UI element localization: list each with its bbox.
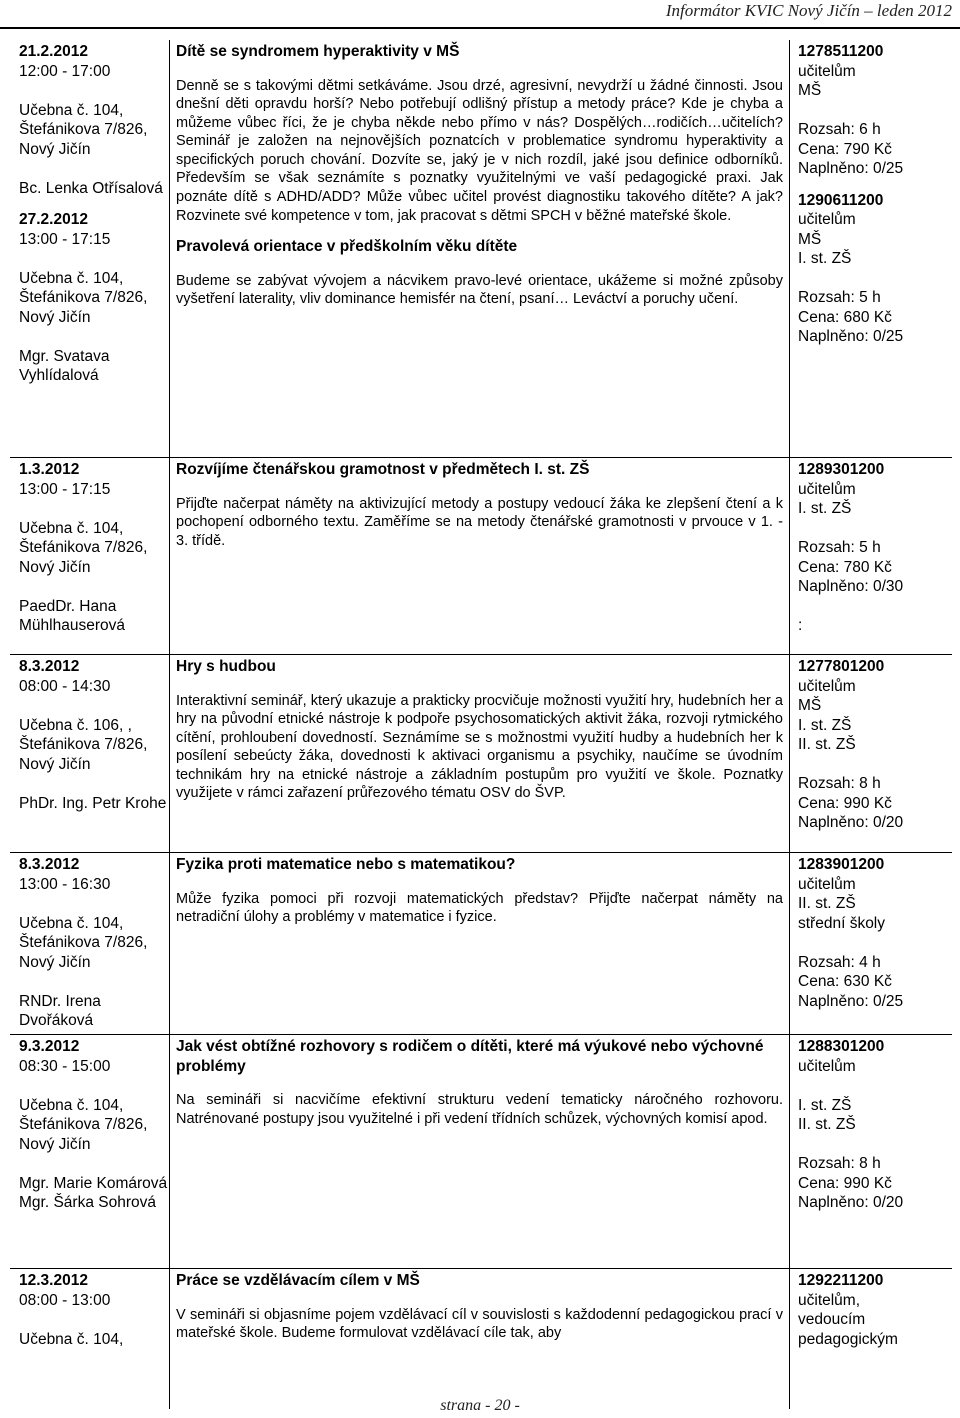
course-description: Interaktivní seminář, který ukazuje a prakticky procvičuje možnosti využití hry, hudebních her a hry na původní etnické nástroje k podpoře psychosomatických aktivit žáka, rozvoji rytmického cítění, prohloubení dovedností. Seznámíme se s možnostmi využití hudby a hudebních her k posílení sebeúcty žáka, dovednosti k aktivaci organismu a psychiky, naučíme se úvodním technikám hry na etnické nástroje a základním postupům pro využití ve škole. Poznatky využijete v rámci zařazení průřezového tématu OSV do ŠVP. [176,692,783,802]
course-price: Cena: 990 Kč [798,794,892,812]
course-target: učitelům MŠ [798,62,856,99]
course-code: 1290611200 [798,191,884,209]
info-cell [790,655,952,852]
course-scope: Rozsah: 5 h [798,289,881,306]
schedule-cell [10,458,170,654]
course-code: 1277801200 [798,658,885,675]
course-time: 13:00 - 17:15 [19,480,111,498]
course-time: 12:00 - 17:00 [19,62,111,80]
course-row [10,655,952,853]
course-room: Učebna č. 104, [19,1330,124,1348]
course-title: Práce se vzdělávacím cílem v MŠ [176,1272,420,1289]
course-time: 08:00 - 14:30 [19,677,111,695]
course-street: Štefánikova 7/826, [19,539,148,556]
course-room: Učebna č. 104, [19,1096,124,1114]
course-description: V semináři si objasníme pojem vzdělávací cíl v souvislosti s každodenní pedagogickou prací v mateřské škole. Budeme formulovat vzdělávací cíle tak, aby [176,1306,783,1342]
course-room: Učebna č. 106, , [19,716,132,734]
schedule-cell [10,1035,170,1268]
course-row [10,1035,952,1269]
course-title: Jak vést obtížné rozhovory s rodičem o dítěti, které má výukové nebo výchovné problémy [176,1038,764,1075]
course-time: 08:30 - 15:00 [19,1057,111,1075]
course-lecturer: RNDr. Irena Dvořáková [19,992,101,1029]
schedule-cell [10,853,170,1034]
course-filled: Naplněno: 0/30 : [798,578,904,634]
info-cell [790,1269,952,1409]
course-date: 8.3.2012 [19,856,80,873]
course-title: Rozvíjíme čtenářskou gramotnost v předmětech I. st. ZŠ [176,461,590,478]
page-number: strana - 20 - [440,1397,520,1414]
course-scope: Rozsah: 8 h [798,1155,881,1172]
course-date: 1.3.2012 [19,461,80,478]
course-row [10,1269,952,1409]
course-city: Nový Jičín [19,308,91,326]
course-target: učitelům I. st. ZŠ [798,480,856,517]
course-code: 1278511200 [798,43,884,60]
course-target: učitelům, vedoucím pedagogickým [798,1291,898,1348]
description-cell [170,1269,790,1409]
course-date: 8.3.2012 [19,658,80,675]
course-code: 1289301200 [798,461,885,478]
course-title: Pravolevá orientace v předškolním věku dítěte [176,238,518,256]
course-target: učitelům I. st. ZŠ II. st. ZŠ [798,1057,856,1133]
course-time: 13:00 - 17:15 [19,230,111,248]
course-lecturer: Mgr. Marie Komárová Mgr. Šárka Sohrová [19,1174,168,1211]
header-rule [0,27,960,29]
course-room: Učebna č. 104, [19,914,124,932]
course-price: Cena: 680 Kč [798,308,892,326]
course-row [10,853,952,1035]
course-lecturer: Mgr. Svatava Vyhlídalová [19,347,110,384]
course-street: Štefánikova 7/826, [19,121,148,138]
course-room: Učebna č. 104, [19,519,124,537]
course-title: Fyzika proti matematice nebo s matematikou? [176,856,516,873]
course-target: učitelům II. st. ZŠ střední školy [798,875,886,932]
course-price: Cena: 780 Kč [798,558,892,576]
course-scope: Rozsah: 6 h [798,121,881,138]
course-date: 9.3.2012 [19,1038,80,1055]
course-filled: Naplněno: 0/20 [798,1194,904,1211]
running-header: Informátor KVIC Nový Jičín – leden 2012 [665,1,952,20]
info-cell [790,1035,952,1268]
course-street: Štefánikova 7/826, [19,289,148,306]
course-street: Štefánikova 7/826, [19,934,148,951]
course-description: Přijďte načerpat náměty na aktivizující metody a postupy vedoucí žáka ke zlepšení čtení a k pochopení odborného textu. Zaměříme se na metody čtenářské gramotnosti v prvouce v 1. - 3. třídě. [176,495,783,549]
description-cell [170,40,790,457]
course-description: Na semináři si nacvičíme efektivní strukturu vedení tematicky náročného rozhovoru. Natrénované postupy jsou využitelné i při vedení třídních schůzek, výchovných komisí apod. [176,1092,783,1127]
course-code: 1283901200 [798,856,885,873]
course-filled: Naplněno: 0/25 [798,160,904,177]
course-date: 27.2.2012 [19,211,88,228]
course-title: Dítě se syndromem hyperaktivity v MŠ [176,43,460,60]
description-cell [170,853,790,1034]
course-street: Štefánikova 7/826, [19,736,148,753]
course-table [10,40,952,1409]
course-street: Štefánikova 7/826, [19,1116,148,1133]
course-price: Cena: 630 Kč [798,973,892,990]
schedule-cell [10,1269,170,1409]
description-cell [170,1035,790,1268]
course-description: Budeme se zabývat vývojem a nácvikem pravo-levé orientace, ukážeme si možné způsoby vyšetření laterality, vliv dominance hemisfér na čtení, psaní… Leváctví a poruchy učení. [176,272,783,308]
course-scope: Rozsah: 5 h [798,539,881,556]
course-price: Cena: 790 Kč [798,140,892,158]
course-code: 1288301200 [798,1038,885,1055]
course-city: Nový Jičín [19,953,91,971]
info-cell [790,40,952,457]
course-filled: Naplněno: 0/25 [798,328,904,345]
course-price: Cena: 990 Kč [798,1174,892,1192]
course-lecturer: PaedDr. Hana Mühlhauserová [19,597,125,634]
course-row [10,458,952,655]
course-target: učitelům MŠ I. st. ZŠ [798,211,856,267]
course-description: Denně se s takovými dětmi setkáváme. Jsou drzé, agresivní, nevydrží u žádné činnosti. Jsou dnešní děti opravdu horší? Nebo potřebují odlišný přístup a metody práce? Kde je chyba a můžeme vůbec říci, že je chyba někde nebo přímo v nás? Dospělých…rodičích…učitelích? Seminář je založen na nejnovějších poznatcích v problematice syndromu hyperaktivity a specifických poruch chování. Dozvíte se, jaký je v nich rozdíl, jaké jsou definice odborníků. Především se však seznámíte s poznatky využitelnými ve vaší pedagogické praxi. Jak poznáte dítě s ADHD/ADD? Může vůbec učitel provést diagnostiku takového dítěte? A jak? Rozvinete své kompetence v tom, jak pracovat s dětmi SPCH v běžné mateřské škole. [176,77,783,224]
course-city: Nový Jičín [19,558,91,576]
course-description: Může fyzika pomoci při rozvoji matematických představ? Přijďte načerpat náměty na netradiční úlohy a problémy v matematice i fyzice. [176,890,783,926]
description-cell [170,655,790,852]
course-title: Hry s hudbou [176,658,276,675]
course-city: Nový Jičín [19,140,91,158]
info-cell [790,458,952,654]
course-city: Nový Jičín [19,1135,91,1153]
course-city: Nový Jičín [19,755,91,773]
course-time: 08:00 - 13:00 [19,1291,111,1309]
schedule-cell [10,40,170,457]
course-code: 1292211200 [798,1272,884,1289]
course-room: Učebna č. 104, [19,101,124,119]
info-cell [790,853,952,1034]
description-cell [170,458,790,654]
course-target: učitelům MŠ I. st. ZŠ II. st. ZŠ [798,677,856,753]
schedule-cell [10,655,170,852]
course-filled: Naplněno: 0/25 [798,992,904,1010]
course-scope: Rozsah: 8 h [798,775,881,792]
course-room: Učebna č. 104, [19,269,124,287]
course-lecturer: PhDr. Ing. Petr Krohe [19,794,167,812]
course-scope: Rozsah: 4 h [798,953,881,971]
course-date: 21.2.2012 [19,43,88,60]
course-time: 13:00 - 16:30 [19,875,111,893]
course-lecturer: Bc. Lenka Otřísalová [19,179,163,197]
course-date: 12.3.2012 [19,1272,88,1289]
course-filled: Naplněno: 0/20 [798,814,904,831]
course-row [10,40,952,458]
